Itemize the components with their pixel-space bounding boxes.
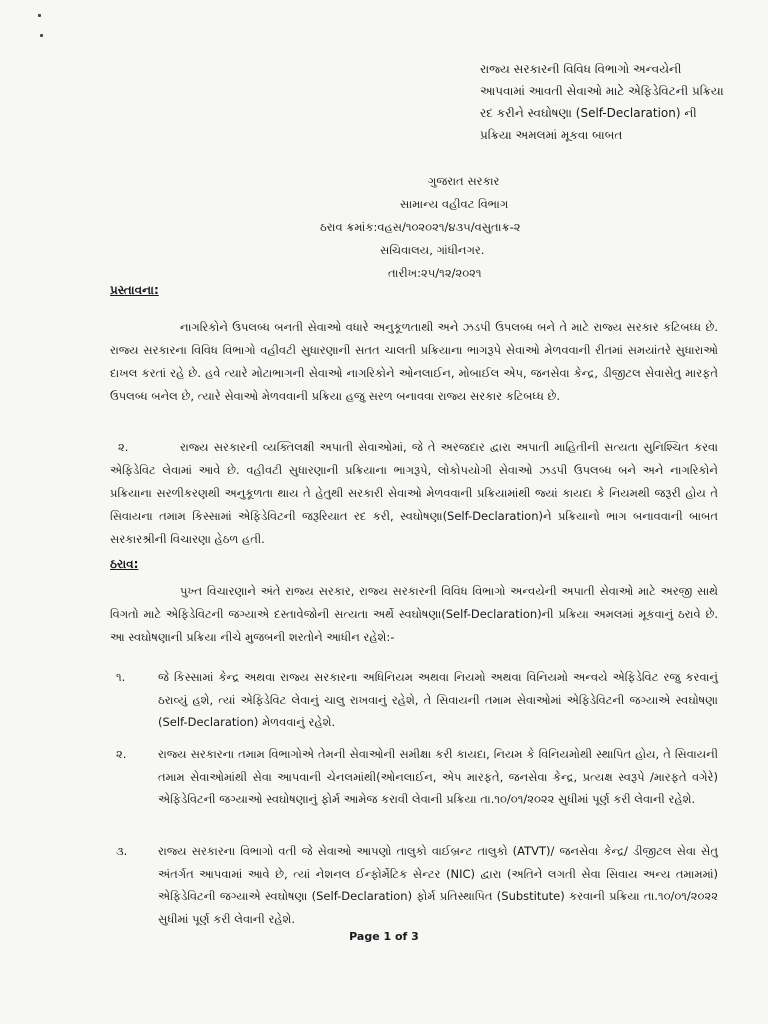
preamble-paragraph-2-text: રાજ્ય સરકારની વ્યક્તિલક્ષી અપાતી સેવાઓમાં, જે તે અરજદાર દ્વારા અપાતી માહિતીની સત્યતા સુનિશ્ચિત કરવા એફિડેવિટ લેવામાં આવે છે. વહીવટી સુધારણાની પ્રક્રિયાના ભાગરૂપે, લોકોપયોગી સેવાઓ ઝડપી ઉપલબ્ધ બને અને નાગરિકોને પ્રક્રિયાના સરળીકરણથી અનુકૂળતા થાય તે હેતુથી સરકારી સેવાઓ મેળવવાની પ્રક્રિયામાંથી જ્યાં કાયદા કે નિયમથી જરૂરી હોય તે સિવાયના તમામ કિસ્સામાં એફિડેવિટની જરૂરિયાત રદ કરી, સ્વઘોષણા(Self-Declaration)ને પ્રક્રિયાનો ભાગ બનાવવાની બાબત સરકારશ્રીની વિચારણા હેઠળ હતી. — [110, 440, 718, 546]
scan-mark — [40, 34, 43, 37]
item-number: ૧. — [116, 670, 126, 684]
item-text: રાજ્ય સરકારના વિભાગો વતી જે સેવાઓ આપણો તાલુકો વાઈબ્રન્ટ તાલુકો (ATVT)/ જનસેવા કેન્દ્ર/ ડીજીટલ સેવા સેતુ અંતર્ગત આપવામાં આવે છે, ત્યાં નેશનલ ઈન્ફોર્મેટિક સેન્ટર (NIC) દ્વારા (અતિને લગતી સેવા સિવાય અન્ય તમામમાં) એફિડેવિટની જગ્યાએ સ્વઘોષણા (Self-Declaration) ફોર્મ પ્રતિસ્થાપિત (Substitute) કરવાની પ્રક્રિયા તા.૧૦/૦૧/૨૦૨૨ સુધીમાં પૂર્ણ કરી લેવાની રહેશે. — [158, 844, 718, 926]
resolution-number: ઠરાવ ક્રમાંક:વહસ/૧૦૨૦૨૧/૪૩૫/વસુતાક્ર-૨ — [320, 220, 521, 234]
government-name: ગુજરાત સરકાર — [428, 174, 500, 188]
page-number: Page 1 of 3 — [349, 930, 419, 943]
resolution-date: તારીખ:૨૫/૧૨/૨૦૨૧ — [388, 266, 482, 280]
resolution-item-2 — [110, 743, 718, 811]
preamble-paragraph-2 — [110, 436, 718, 551]
scan-mark — [38, 14, 41, 17]
resolution-title: ઠરાવ: — [110, 557, 139, 571]
item-text: રાજ્ય સરકારના તમામ વિભાગોએ તેમની સેવાઓની સમીક્ષા કરી કાયદા, નિયમ કે વિનિયમોથી સ્થાપિત હોય, તે સિવાયની તમામ સેવાઓમાંથી સેવા આપવાની ચેનલમાંથી(ઓનલાઈન, એપ મારફતે, જનસેવા કેન્દ્ર, પ્રત્યક્ષ સ્વરૂપે /મારફતે વગેરે) એફિડેવિટની જગ્યાઓ સ્વઘોષણાનું ફોર્મ આમેજ કરાવી લેવાની પ્રક્રિયા તા.૧૦/૦૧/૨૦૨૨ સુધીમાં પૂર્ણ કરી લેવાની રહેશે. — [158, 747, 718, 806]
resolution-item-1 — [110, 666, 718, 734]
place: સચિવાલય, ગાંધીનગર. — [380, 243, 485, 257]
resolution-intro — [110, 580, 718, 649]
item-text: જે કિસ્સામાં કેન્દ્ર અથવા રાજ્ય સરકારના અધિનિયમ અથવા નિયમો અથવા વિનિયમો અન્વયે એફિડેવિટ રજુ કરવાનું ઠરાવ્યું હશે, ત્યાં એફિડેવિટ લેવાનું ચાલુ રાખવાનું રહેશે, તે સિવાયની તમામ સેવાઓમાં એફિડેવિટની જગ્યાએ સ્વઘોષણા (Self-Declaration) મેળવવાનું રહેશે. — [158, 670, 718, 729]
resolution-intro-text: પુખ્ત વિચારણાને અંતે રાજ્ય સરકાર, રાજ્ય સરકારની વિવિધ વિભાગો અન્વયેની અપાતી સેવાઓ માટે અરજી સાથે વિગતો માટે એફિડેવિટની જગ્યાએ દસ્તાવેજોની સત્યતા અર્થે સ્વઘોષણા(Self-Declaration)ની પ્રક્રિયા અમલમાં મૂકવાનું ઠરાવે છે. આ સ્વઘોષણાની પ્રક્રિયા નીચે મુજબની શરતોને આધીન રહેશે:- — [110, 584, 718, 644]
resolution-item-3 — [110, 840, 718, 930]
preamble-paragraph-1-text: નાગરિકોને ઉપલબ્ધ બનતી સેવાઓ વધારે અનુકૂળતાથી અને ઝડપી ઉપલબ્ધ બને તે માટે રાજ્ય સરકાર કટિબધ્ધ છે. રાજ્ય સરકારના વિવિધ વિભાગો વહીવટી સુધારણાની સતત ચાલતી પ્રક્રિયાના ભાગરૂપે સેવાઓ મેળવવાની રીતમાં સમયાંતરે સુધારાઓ દાખલ કરતાં રહે છે. હવે ત્યારે મોટાભાગની સેવાઓ નાગરિકોને ઓનલાઈન, મોબાઈલ એપ, જનસેવા કેન્દ્ર, ડીજીટલ સેવાસેતુ મારફતે ઉપલબ્ધ બનેલ છે, ત્યારે સેવાઓ મેળવવાની પ્રક્રિયા હજુ સરળ બનાવવા રાજ્ય સરકાર કટિબધ્ધ છે. — [110, 320, 718, 403]
resolution-header — [320, 170, 700, 285]
subject-text: રાજ્ય સરકારની વિવિધ વિભાગો અન્વયેની આપવામાં આવતી સેવાઓ માટે એફિડેવિટની પ્રક્રિયા રદ કરીને સ્વઘોષણા (Self-Declaration) ની પ્રક્રિયા અમલમાં મૂકવા બાબત — [480, 62, 724, 142]
item-number: ૩. — [116, 844, 128, 858]
paragraph-number: ૨. — [118, 440, 129, 454]
preamble-title: પ્રસ્તાવના: — [110, 283, 159, 297]
department-name: સામાન્ય વહીવટ વિભાગ — [400, 197, 509, 211]
item-number: ૨. — [116, 747, 127, 761]
preamble-paragraph-1 — [110, 316, 718, 408]
